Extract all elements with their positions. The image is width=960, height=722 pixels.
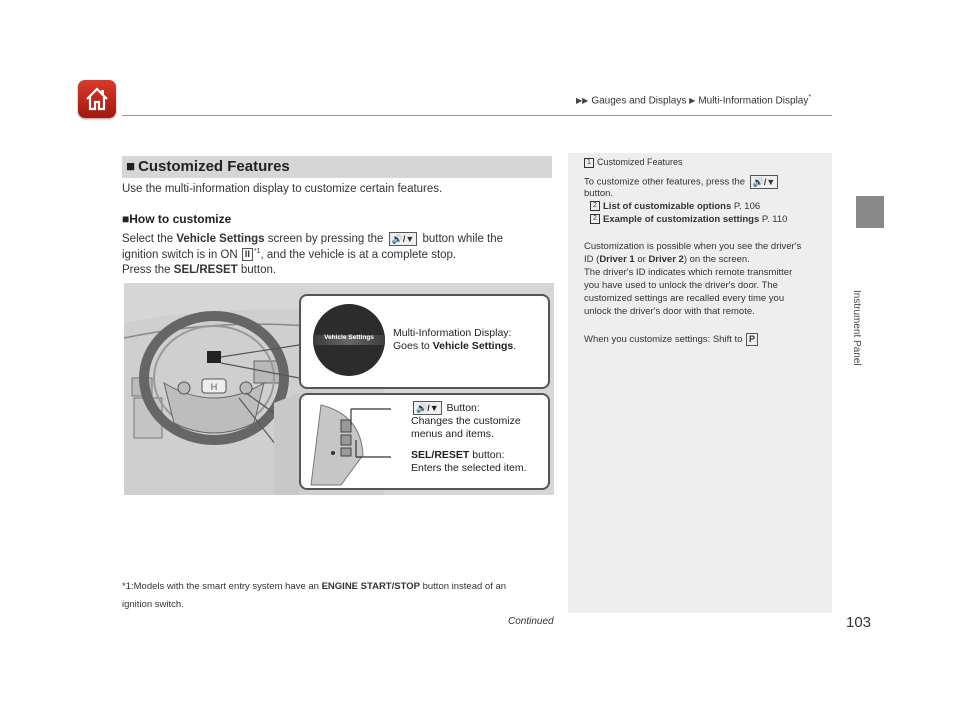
breadcrumb <box>576 94 811 106</box>
section-header <box>122 156 552 178</box>
display-screen <box>313 304 385 376</box>
dashboard-illustration <box>124 283 554 495</box>
volume-down-button-icon: 🔊/▼ <box>750 175 779 189</box>
page-number: 103 <box>846 614 872 631</box>
square-bullet-icon: ■ <box>122 212 130 226</box>
svg-text:H: H <box>210 382 218 392</box>
note-panel <box>568 153 832 613</box>
note-text: To customize other features, press the 🔊/▼ <box>584 175 780 189</box>
continued-label: Continued <box>508 616 554 627</box>
note-text: customized settings are recalled every time you <box>584 293 785 304</box>
note-text: button. <box>584 188 614 199</box>
reference-icon: 2 <box>590 201 600 211</box>
note-text: The driver's ID indicates which remote transmitter <box>584 267 793 278</box>
paragraph-line: Select the Vehicle Settings screen by pressing the 🔊/▼ button while the <box>122 233 504 246</box>
cross-reference-link[interactable]: 2 Example of customization settings P. 110 <box>590 214 787 225</box>
display-callout <box>299 294 550 389</box>
home-button[interactable] <box>78 80 116 118</box>
side-tab[interactable] <box>856 196 884 228</box>
note-title: 1 Customized Features <box>584 157 683 168</box>
park-key-icon: P <box>746 333 758 346</box>
side-label: Instrument Panel <box>851 290 862 366</box>
note-icon: 1 <box>584 158 594 168</box>
display-screen-text: Vehicle Settings <box>324 334 374 341</box>
note-text: unlock the driver's door with that remote. <box>584 306 755 317</box>
display-callout-text: Multi-Information Display: Goes to Vehicle Settings. <box>393 327 517 352</box>
note-text: When you customize settings: Shift to P <box>584 333 759 346</box>
home-icon <box>84 86 110 112</box>
chevron-right-icon: ▶▶ <box>576 96 589 106</box>
steering-buttons-drawing <box>301 395 391 488</box>
paragraph-line: ignition switch is in ON II $^{*1}$, and the vehicle is at a complete stop. <box>122 248 457 261</box>
section-title <box>126 158 290 175</box>
buttons-callout <box>299 393 550 490</box>
breadcrumb-item[interactable]: Multi-Information Display <box>698 95 809 107</box>
header-divider <box>122 115 832 116</box>
note-text: you have used to unlock the driver's door. The <box>584 280 778 291</box>
intro-text: Use the multi-information display to customize certain features. <box>122 183 443 195</box>
paragraph-line: Press the SEL/RESET button. <box>122 264 277 276</box>
buttons-callout-text: 🔊/▼ Button: Changes the customize menus and items. SEL/RESET button: Enters the selected item. <box>411 401 527 474</box>
breadcrumb-item[interactable]: Gauges and Displays <box>591 95 687 107</box>
square-bullet-icon: ■ <box>126 158 136 175</box>
cross-reference-link[interactable]: 2 List of customizable options P. 106 <box>590 201 760 212</box>
section-title-text: Customized Features <box>138 158 290 175</box>
note-text: Customization is possible when you see the driver's <box>584 241 802 252</box>
subheading <box>122 212 231 226</box>
reference-icon: 2 <box>590 214 600 224</box>
footnote: *1:Models with the smart entry system have an ENGINE START/STOP button instead of an ignition switch. <box>122 581 507 610</box>
chevron-right-icon: ▶ <box>689 96 696 106</box>
note-text: ID (Driver 1 or Driver 2) on the screen. <box>584 254 750 265</box>
volume-down-button-icon: 🔊/▼ <box>413 401 442 415</box>
ignition-key-icon: II <box>242 248 253 261</box>
subheading-text: How to customize <box>129 212 232 226</box>
volume-down-button-icon: 🔊/▼ <box>389 232 418 246</box>
footnote-marker: * <box>808 94 812 101</box>
